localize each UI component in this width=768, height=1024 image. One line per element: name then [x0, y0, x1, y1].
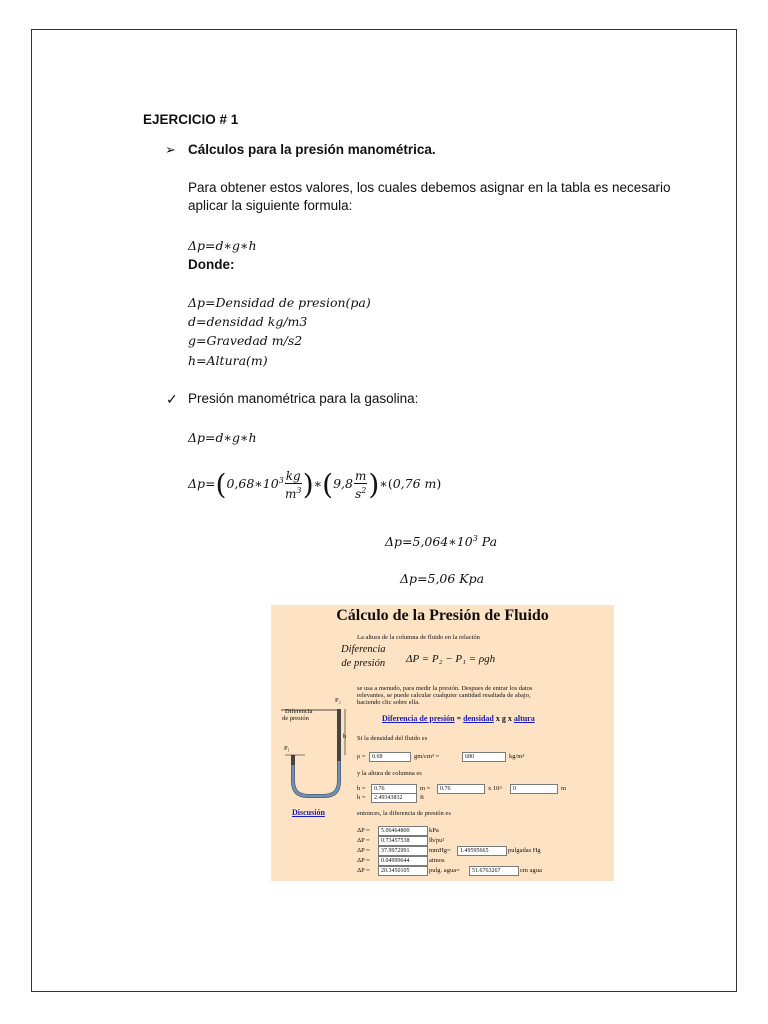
usage-text-1: se usa a menudo, para medir la presión. Despues de entrar los datos	[357, 685, 533, 692]
exercise-title: EJERCICIO # 1	[143, 112, 239, 127]
h-label: h =	[357, 785, 366, 792]
h-exponent-input[interactable]: 0	[510, 784, 558, 794]
result-label-atm: ΔP =	[357, 857, 370, 864]
then-text: entonces, la diferencia de presión es	[357, 810, 451, 817]
height-prompt: y la altura de columna es	[357, 770, 422, 777]
usage-text-3: haciendo clic sobre ella.	[357, 699, 420, 706]
diagram-label-1: Diferencia	[285, 708, 313, 715]
result-kpa: Δp=5,06 Kpa	[400, 571, 485, 586]
diagram-p1: P₁	[284, 745, 290, 752]
h-input[interactable]: 0.76	[371, 784, 417, 794]
formula-links: Diferencia de presión = densidad x g x altura	[382, 714, 535, 723]
discussion-link[interactable]: Discusión	[292, 808, 325, 817]
result-inhg-field[interactable]: 1.49595665	[457, 846, 507, 856]
formula-repeat: Δp=d∗g∗h	[188, 430, 257, 445]
definition-density: d=densidad kg/m3	[188, 314, 308, 329]
calculator-intro: La altura de la columna de fluido en la relación	[357, 634, 480, 641]
result-unit-atm: atmos	[429, 857, 445, 864]
result-label-lb: ΔP =	[357, 837, 370, 844]
result-mmhg-field[interactable]: 37.9972991	[378, 846, 428, 856]
h-unit-ft: ft	[420, 794, 424, 801]
rho-kgm3-input[interactable]: 680	[462, 752, 506, 762]
gravity-unit: $\frac{m}{s^2}$	[355, 468, 367, 501]
rho-gcm3-unit: gm/cm³ =	[414, 753, 440, 760]
section-title: Cálculos para la presión manométrica.	[188, 142, 436, 157]
h-mantissa-input[interactable]: 0.76	[437, 784, 485, 794]
result-label-kpa: ΔP =	[357, 827, 370, 834]
checkmark-icon: ✓	[166, 391, 178, 407]
usage-text-2: relevantes, se puede calcular cualquier cantidad resaltada de abajo,	[357, 692, 531, 699]
diagram-label-2: de presión	[282, 715, 309, 722]
definition-pressure: Δp=Densidad de presion(pa)	[188, 295, 371, 310]
height-value: 0,76 m	[392, 476, 437, 491]
gravity-value: 9,8	[333, 476, 353, 491]
h-ft-input[interactable]: 2.49343832	[371, 793, 417, 803]
link-density[interactable]: densidad	[463, 714, 494, 723]
result-unit-mmhg: mmHg=	[429, 847, 451, 854]
definition-height: h=Altura(m)	[188, 353, 268, 368]
pressure-difference-label: Diferencia de presión	[341, 644, 386, 669]
h-x10: x 10^	[488, 785, 503, 792]
donde-label: Donde:	[188, 257, 235, 272]
substitution-equation: $\Delta p=(0,68∗10^3$ $\frac{kg}{m^3}$ )∗(9,8 $\frac{m}{s^2}$ )∗(0,76 m)	[188, 468, 442, 501]
result-atm-field[interactable]: 0.04999644	[378, 856, 428, 866]
h-unit-m-eq: m =	[420, 785, 431, 792]
h-unit-m: m	[561, 785, 567, 792]
u-tube-manometer-icon	[281, 703, 351, 803]
result-unit-kpa: kPa	[429, 827, 439, 834]
pressure-calculator-figure	[271, 605, 614, 881]
result-inwater-field[interactable]: 20.3450105	[378, 866, 428, 876]
result-cmwater-field[interactable]: 51.6763267	[469, 866, 519, 876]
gasoline-heading: Presión manométrica para la gasolina:	[188, 391, 419, 406]
calculator-title: Cálculo de la Presión de Fluido	[336, 607, 549, 624]
diagram-h: h	[343, 733, 347, 740]
rho-label: ρ =	[357, 753, 366, 760]
result-label-mmhg: ΔP =	[357, 847, 370, 854]
result-unit-inhg: pulgadas Hg	[508, 847, 541, 854]
rho-gcm3-input[interactable]: 0.68	[369, 752, 411, 762]
result-unit-lb: lb/pu²	[429, 837, 445, 844]
pressure-equation: ΔP = P₂ − P₁ = ρgh	[406, 653, 496, 665]
intro-paragraph: Para obtener estos valores, los cuales debemos asignar en la tabla es necesario aplicar la siguiente formula:	[188, 180, 671, 213]
density-value: 0,68∗10	[226, 476, 279, 491]
rho-kgm3-unit: kg/m³	[509, 753, 525, 760]
density-exponent: 3	[278, 475, 284, 485]
result-label-inwater: ΔP =	[357, 867, 370, 874]
arrow-bullet-icon: ➢	[165, 142, 176, 157]
substitution-lhs: Δp=	[188, 476, 216, 491]
formula: Δp=d∗g∗h	[188, 238, 257, 253]
density-unit: $\frac{kg}{m^3}$	[285, 468, 302, 501]
result-unit-cmwater: cm agua	[520, 867, 542, 874]
definition-gravity: g=Gravedad m/s2	[188, 333, 303, 348]
diagram-p2: P₂	[335, 697, 341, 704]
link-pressure-difference[interactable]: Diferencia de presión	[382, 714, 455, 723]
result-pa: $\Delta p=5,064∗10^3$ Pa	[385, 534, 498, 550]
h-ft-label: h =	[357, 794, 366, 801]
link-height[interactable]: altura	[513, 714, 535, 723]
density-prompt: Si la densidad del fluido es	[357, 735, 428, 742]
result-lb-field[interactable]: 0.73457538	[378, 836, 428, 846]
result-kpa-field[interactable]: 5.06464800	[378, 826, 428, 836]
result-unit-inwater: pulg. agua=	[429, 867, 460, 874]
